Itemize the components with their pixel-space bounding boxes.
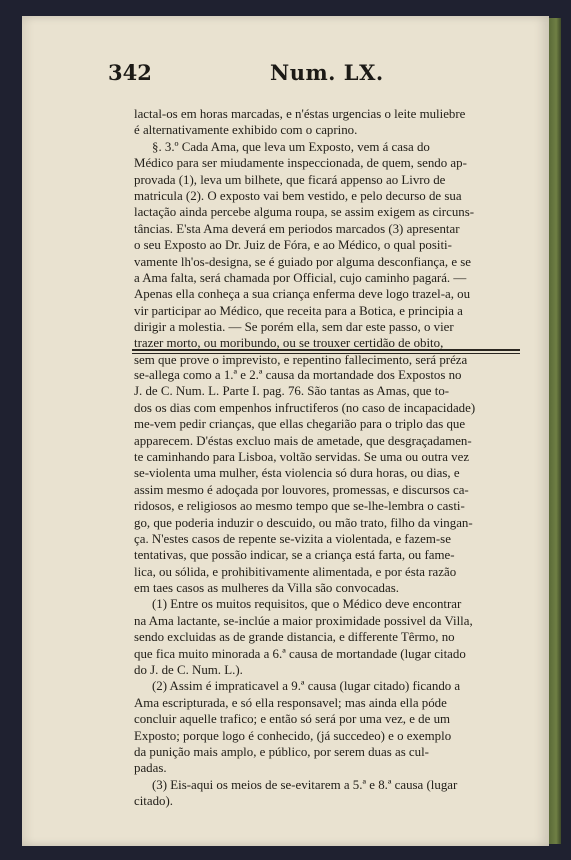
text-line: dirigir a molestia. — Se porém ella, sem dar este passo, o vier — [134, 320, 454, 335]
footnote-line: padas. — [134, 761, 167, 776]
page-edge-strip — [549, 18, 561, 844]
footnote-line: me-vem pedir crianças, que ellas chegarião para o triplo das que — [134, 417, 466, 432]
footnote-line: (1) Entre os muitos requisitos, que o Médico deve encontrar — [152, 597, 462, 612]
footnote-line: se-allega como a 1.ª e 2.ª causa da mortandade dos Expostos no — [134, 368, 462, 382]
footnote-line: go, que poderia induzir o descuido, ou mão trato, filho da vingan- — [134, 515, 473, 530]
text-line: a Ama falta, será chamada por Official, cujo caminho pagará. — — [134, 270, 467, 285]
footnote-line: dos os dias com empenhos infructiferos (no caso de incapacidade) — [134, 400, 476, 415]
footnote-line: do J. de C. Num. L.). — [134, 663, 243, 678]
footnote-line: Ama escripturada, e só ella responsavel; mas ainda ella póde — [134, 695, 447, 710]
footnote-line: te caminhando para Lisboa, voltão servidas. Se uma ou outra vez — [134, 449, 470, 464]
footnote-line: da punição mais amplo, e público, por serem duas as cul- — [134, 744, 429, 759]
footnote-line: tentativas, que possão indicar, se a criança está farta, ou fame- — [134, 548, 455, 563]
text-line: Apenas ella conheça a sua criança enferma deve logo trazel-a, ou — [134, 287, 471, 302]
text-line: lactal-os em horas marcadas, e n'éstas urgencias o leite muliebre — [134, 107, 466, 121]
text-line: Médico para ser miudamente inspeccionada, de quem, sendo ap- — [134, 156, 467, 171]
page-number: 342 — [108, 60, 152, 85]
footnote-divider — [132, 349, 520, 351]
footnote-line: J. de C. Num. L. Parte I. pag. 76. São tantas as Amas, que to- — [134, 384, 450, 399]
text-line: o seu Exposto ao Dr. Juiz de Fóra, e ao Médico, o qual positi- — [134, 238, 452, 253]
footnote-line: Exposto; porque logo é conhecido, (já succedeo) e o exemplo — [134, 728, 452, 743]
footnote-line: sendo excluidas as de grande distancia, e differente Têrmo, no — [134, 630, 455, 645]
text-line: vir participar ao Médico, que receita para a Botica, e principia a — [134, 303, 463, 318]
text-line: tâncias. E'sta Ama deverá em periodos marcados (3) apresentar — [134, 221, 460, 236]
text-line: sem que prove o imprevisto, e repentino fallecimento, será préza — [134, 352, 468, 367]
footnote-line: se-violenta uma mulher, ésta violencia só dura horas, ou dias, e — [134, 466, 460, 481]
footnote-line: lica, ou sólida, e prohibitivamente alimentada, e por ésta razão — [134, 564, 457, 579]
text-line: provada (1), leva um bilhete, que ficará appenso ao Livro de — [134, 172, 446, 187]
footnote-line: em taes casos as mulheres da Villa são convocadas. — [134, 581, 399, 596]
text-line: §. 3.º Cada Ama, que leva um Exposto, vem á casa do — [152, 139, 430, 154]
footnote-line: apparecem. D'éstas excluo mais de ametade, que desgraçadamen- — [134, 433, 472, 448]
text-line: lactação ainda percebe alguma roupa, se assim exigem as circuns- — [134, 205, 475, 220]
page-header — [108, 60, 508, 88]
footnotes — [134, 367, 518, 810]
footnote-line: na Ama lactante, se-inclúe a maior proximidade possivel da Villa, — [134, 613, 473, 628]
footnote-line: ridosos, e religiosos ao mesmo tempo que se-lhe-lembra o casti- — [134, 499, 465, 514]
footnote-line: citado). — [134, 794, 174, 809]
footnote-line: (2) Assim é impraticavel a 9.ª causa (lugar citado) ficando a — [152, 679, 461, 694]
footnote-line: que fica muito minorada a 6.ª causa de mortandade (lugar citado — [134, 646, 466, 661]
running-head: Num. LX. — [270, 60, 384, 85]
text-line: é alternativamente exhibido com o caprino. — [134, 123, 358, 138]
footnote-line: (3) Eis-aqui os meios de se-evitarem a 5.ª e 8.ª causa (lugar — [152, 777, 458, 792]
text-line: trazer morto, ou moribundo, ou se trouxer certidão de obito, — [134, 336, 444, 351]
main-text — [134, 106, 518, 368]
text-line: matricula (2). O exposto vai bem vestido, e pelo decurso de sua — [134, 188, 462, 203]
footnote-line: ça. N'estes casos de repente se-vizita a violentada, e fazem-se — [134, 531, 451, 546]
text-line: vamente lh'os-designa, se é guiado por alguma desconfiança, e se — [134, 254, 472, 269]
footnote-line: concluir aquelle trafico; e então só será por uma vez, e de um — [134, 712, 451, 727]
footnote-line: assim mesmo é adoçada por louvores, promessas, e discursos ca- — [134, 482, 469, 497]
footnote-divider-thin — [132, 353, 520, 354]
